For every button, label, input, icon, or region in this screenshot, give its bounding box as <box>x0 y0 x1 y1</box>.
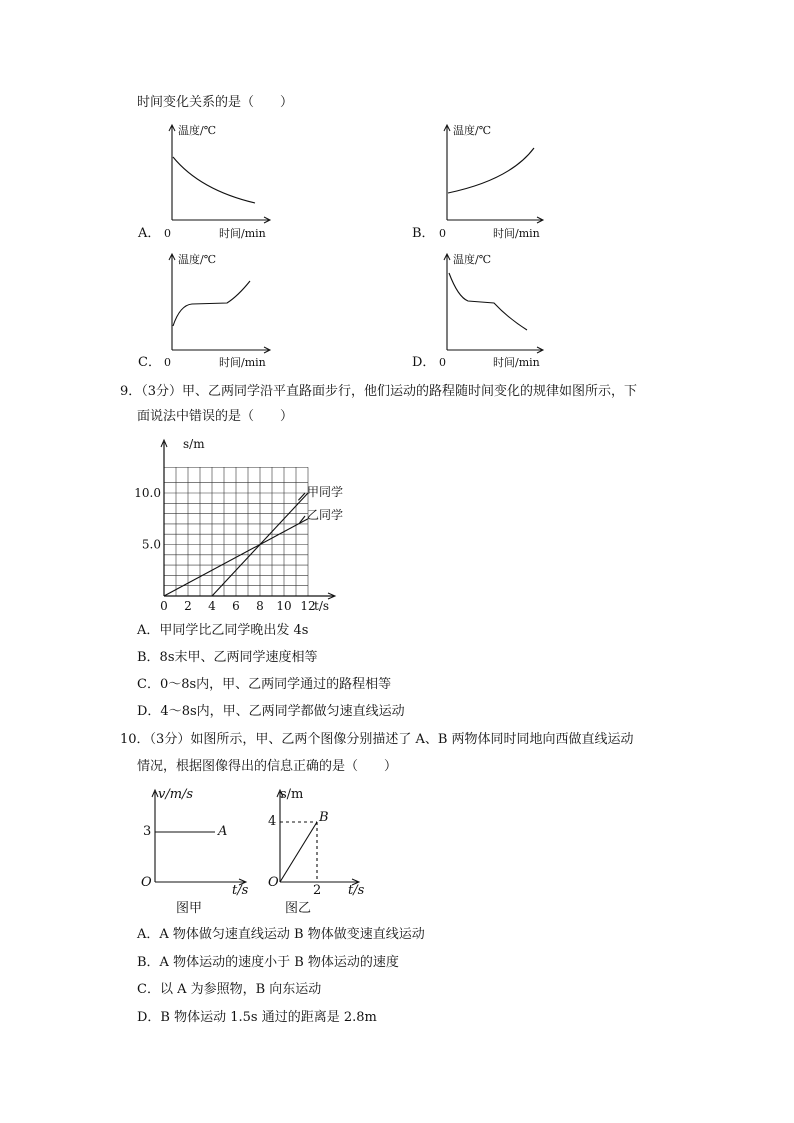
q8-b-zero: 0 <box>439 227 446 240</box>
q9-stem-line2: 面说法中错误的是（ ） <box>137 409 294 424</box>
q10-stem-line2: 情况，根据图像得出的信息正确的是（ ） <box>137 759 398 774</box>
q9-x-tick-label: 8 <box>256 599 264 613</box>
q10-option-b[interactable]: B．A 物体运动的速度小于 B 物体运动的速度 <box>137 955 399 970</box>
q9-x-tick-label: 12 <box>300 599 316 613</box>
q8-c-ylabel: 温度/℃ <box>178 253 217 266</box>
q9-xlabel: t/s <box>314 599 330 613</box>
q10-option-c[interactable]: C．以 A 为参照物，B 向东运动 <box>137 982 322 997</box>
q8-d-xlabel: 时间/min <box>493 356 540 369</box>
q10-a-xlabel: t/s <box>232 883 249 898</box>
q9-x-tick-label: 2 <box>184 599 192 613</box>
q9-stem-line1: 9．（3分）甲、乙两同学沿平直路面步行，他们运动的路程随时间变化的规律如图所示，下 <box>120 384 638 399</box>
q9-y-tick-label: 5.0 <box>141 537 161 552</box>
q10-b-x-value-2: 2 <box>313 883 322 898</box>
q9-series-yi-label: 乙同学 <box>307 508 344 522</box>
q10-a-line-label: A <box>218 824 228 839</box>
q8-option-b[interactable]: B． <box>412 226 435 241</box>
q10-stem-line1: 10．（3分）如图所示，甲、乙两个图像分别描述了 A、B 两物体同时同地向西做直线运动 <box>120 732 634 747</box>
q8-a-zero: 0 <box>164 227 171 240</box>
q10-a-origin: O <box>141 875 152 890</box>
q9-x-tick-label: 4 <box>208 599 216 613</box>
q8-option-c[interactable]: C． <box>138 355 161 370</box>
q9-option-a[interactable]: A．甲同学比乙同学晚出发 4s <box>137 623 309 638</box>
q9-option-d[interactable]: D．4～8s内，甲、乙两同学都做匀速直线运动 <box>137 704 405 719</box>
q9-option-c[interactable]: C．0～8s内，甲、乙两同学通过的路程相等 <box>137 677 392 692</box>
q8-b-xlabel: 时间/min <box>493 227 540 240</box>
q8-option-a[interactable]: A． <box>138 226 161 241</box>
q8-a-ylabel: 温度/℃ <box>178 124 217 137</box>
q9-series-jia-label: 甲同学 <box>307 485 344 499</box>
q8-b-ylabel: 温度/℃ <box>453 124 492 137</box>
q8-option-d[interactable]: D． <box>412 355 436 370</box>
q9-y-tick-label: 10.0 <box>134 486 161 500</box>
q10-b-caption: 图乙 <box>285 901 312 916</box>
q10-option-d[interactable]: D．B 物体运动 1.5s 通过的距离是 2.8m <box>137 1010 377 1025</box>
q10-b-ylabel: s/m <box>280 787 304 802</box>
q9-x-tick-label: 6 <box>232 599 240 613</box>
q10-b-y-value-4: 4 <box>268 814 277 829</box>
q8-c-xlabel: 时间/min <box>219 356 266 369</box>
q8-stem-tail: 时间变化关系的是（ ） <box>137 95 294 110</box>
q8-c-zero: 0 <box>164 356 171 369</box>
q10-a-caption: 图甲 <box>176 901 203 916</box>
q9-x-tick-label: 10 <box>276 599 292 613</box>
q10-option-a[interactable]: A．A 物体做匀速直线运动 B 物体做变速直线运动 <box>137 927 425 942</box>
q8-d-ylabel: 温度/℃ <box>453 253 492 266</box>
q9-option-b[interactable]: B．8s末甲、乙两同学速度相等 <box>137 650 318 665</box>
q9-ylabel: s/m <box>183 437 205 451</box>
q10-b-xlabel: t/s <box>348 883 365 898</box>
q10-a-value-3: 3 <box>143 824 152 839</box>
q8-d-zero: 0 <box>439 356 446 369</box>
q10-b-point-label: B <box>319 810 329 825</box>
q10-a-ylabel: v/m/s <box>158 787 194 802</box>
q10-b-line <box>280 822 317 882</box>
q8-a-xlabel: 时间/min <box>219 227 266 240</box>
q9-x-tick-label: 0 <box>160 599 168 613</box>
q10-b-origin: O <box>268 875 279 890</box>
